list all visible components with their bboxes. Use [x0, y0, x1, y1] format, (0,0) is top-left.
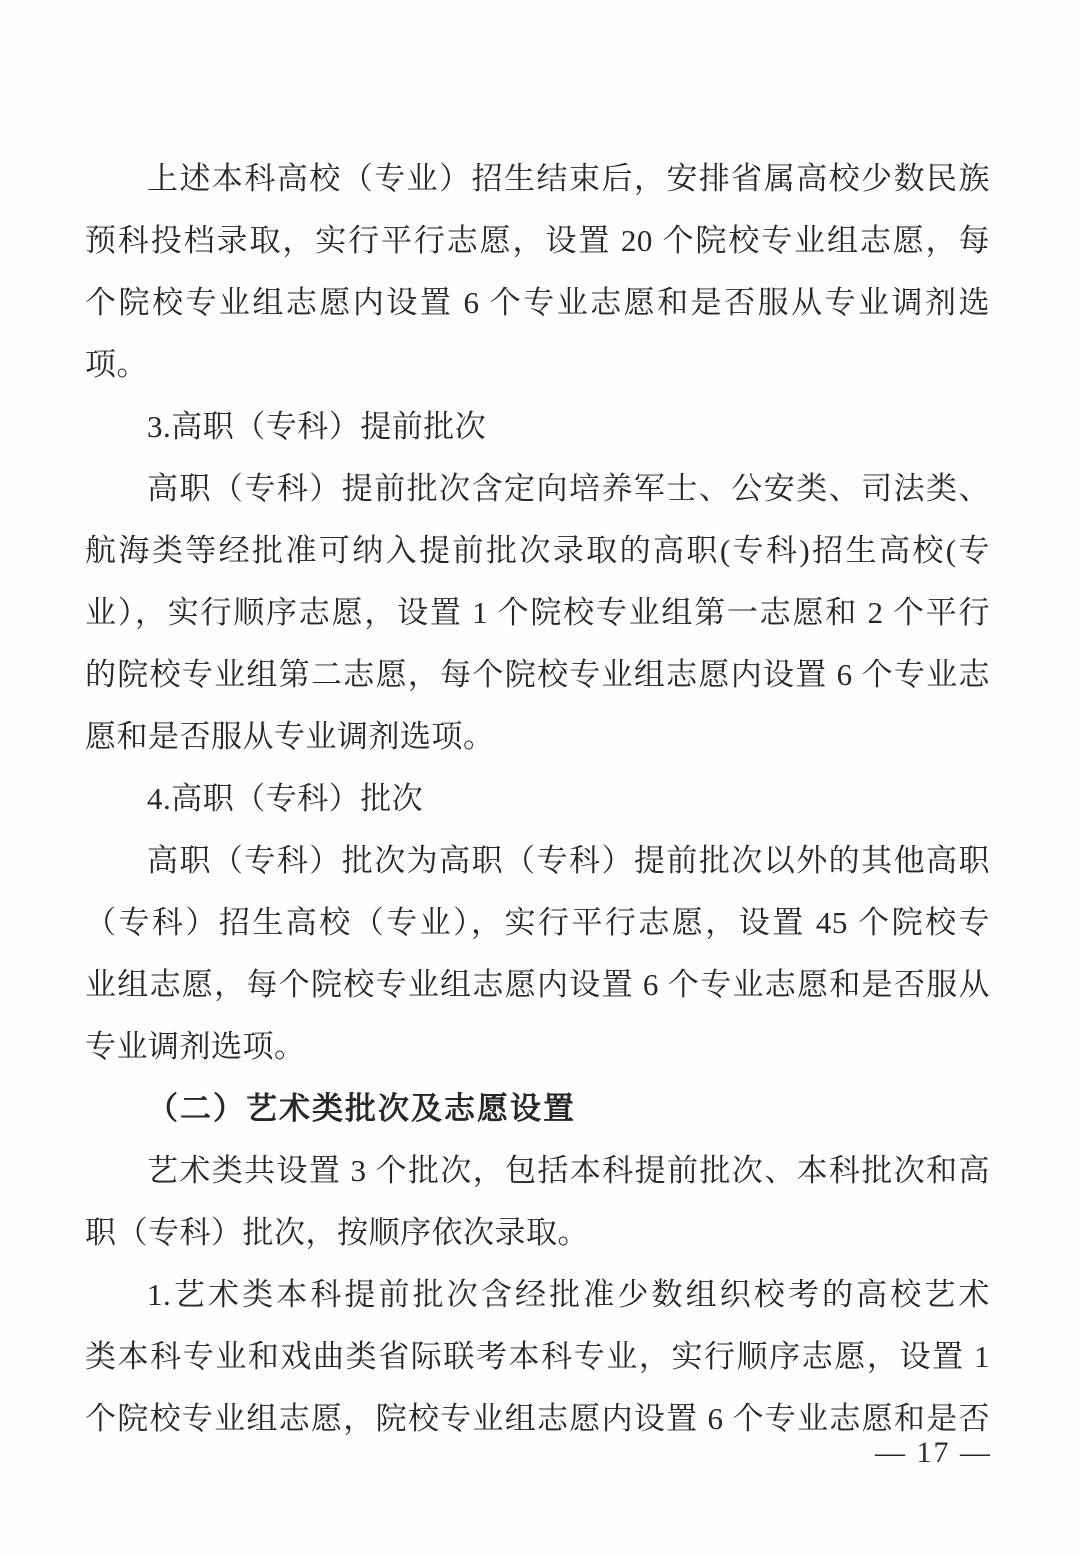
para-vocational-batch [85, 830, 990, 1078]
text-line: 个院校专业组志愿内设置 6 个专业志愿和是否服从专业调剂选 [85, 285, 990, 320]
text-line: 3.高职（专科）提前批次 [147, 409, 487, 444]
text-line: 项。 [85, 347, 148, 382]
text-line: （专科）招生高校（专业），实行平行志愿，设置 45 个院校专 [85, 905, 990, 940]
text-line: 高职（专科）提前批次含定向培养军士、公安类、司法类、 [147, 471, 990, 506]
text-line: 预科投档录取，实行平行志愿，设置 20 个院校专业组志愿，每 [85, 223, 990, 258]
para-art-undergrad-advance-batch [85, 1264, 990, 1450]
para-vocational-advance-batch [85, 458, 990, 768]
text-line: 业组志愿，每个院校专业组志愿内设置 6 个专业志愿和是否服从 [85, 967, 990, 1002]
page-number: — 17 — [875, 1436, 992, 1469]
heading-section-2-art-batches [85, 1078, 990, 1140]
para-art-overview [85, 1140, 990, 1264]
text-line: 愿和是否服从专业调剂选项。 [85, 719, 495, 754]
text-line: 类本科专业和戏曲类省际联考本科专业，实行顺序志愿，设置 1 [85, 1339, 990, 1374]
text-line: 航海类等经批准可纳入提前批次录取的高职(专科)招生高校(专 [85, 533, 990, 568]
text-line: 上述本科高校（专业）招生结束后，安排省属高校少数民族 [147, 161, 990, 196]
text-line: 业），实行顺序志愿，设置 1 个院校专业组第一志愿和 2 个平行 [85, 595, 990, 630]
page-footer [875, 1436, 992, 1470]
para-minority-preparatory-batch [85, 148, 990, 396]
heading-item-4-vocational-batch [85, 768, 990, 830]
text-line: 的院校专业组第二志愿，每个院校专业组志愿内设置 6 个专业志 [85, 657, 990, 692]
text-line: 专业调剂选项。 [85, 1029, 306, 1064]
text-line: 个院校专业组志愿，院校专业组志愿内设置 6 个专业志愿和是否 [85, 1401, 990, 1436]
document-body [85, 148, 990, 1450]
text-line: 4.高职（专科）批次 [147, 781, 424, 816]
text-line: 高职（专科）批次为高职（专科）提前批次以外的其他高职 [147, 843, 990, 878]
text-line: 职（专科）批次，按顺序依次录取。 [85, 1215, 589, 1250]
text-line: 1.艺术类本科提前批次含经批准少数组织校考的高校艺术 [147, 1277, 990, 1312]
text-line: （二）艺术类批次及志愿设置 [147, 1091, 576, 1126]
text-line: 艺术类共设置 3 个批次，包括本科提前批次、本科批次和高 [147, 1153, 990, 1188]
heading-item-3-vocational-advance-batch [85, 396, 990, 458]
